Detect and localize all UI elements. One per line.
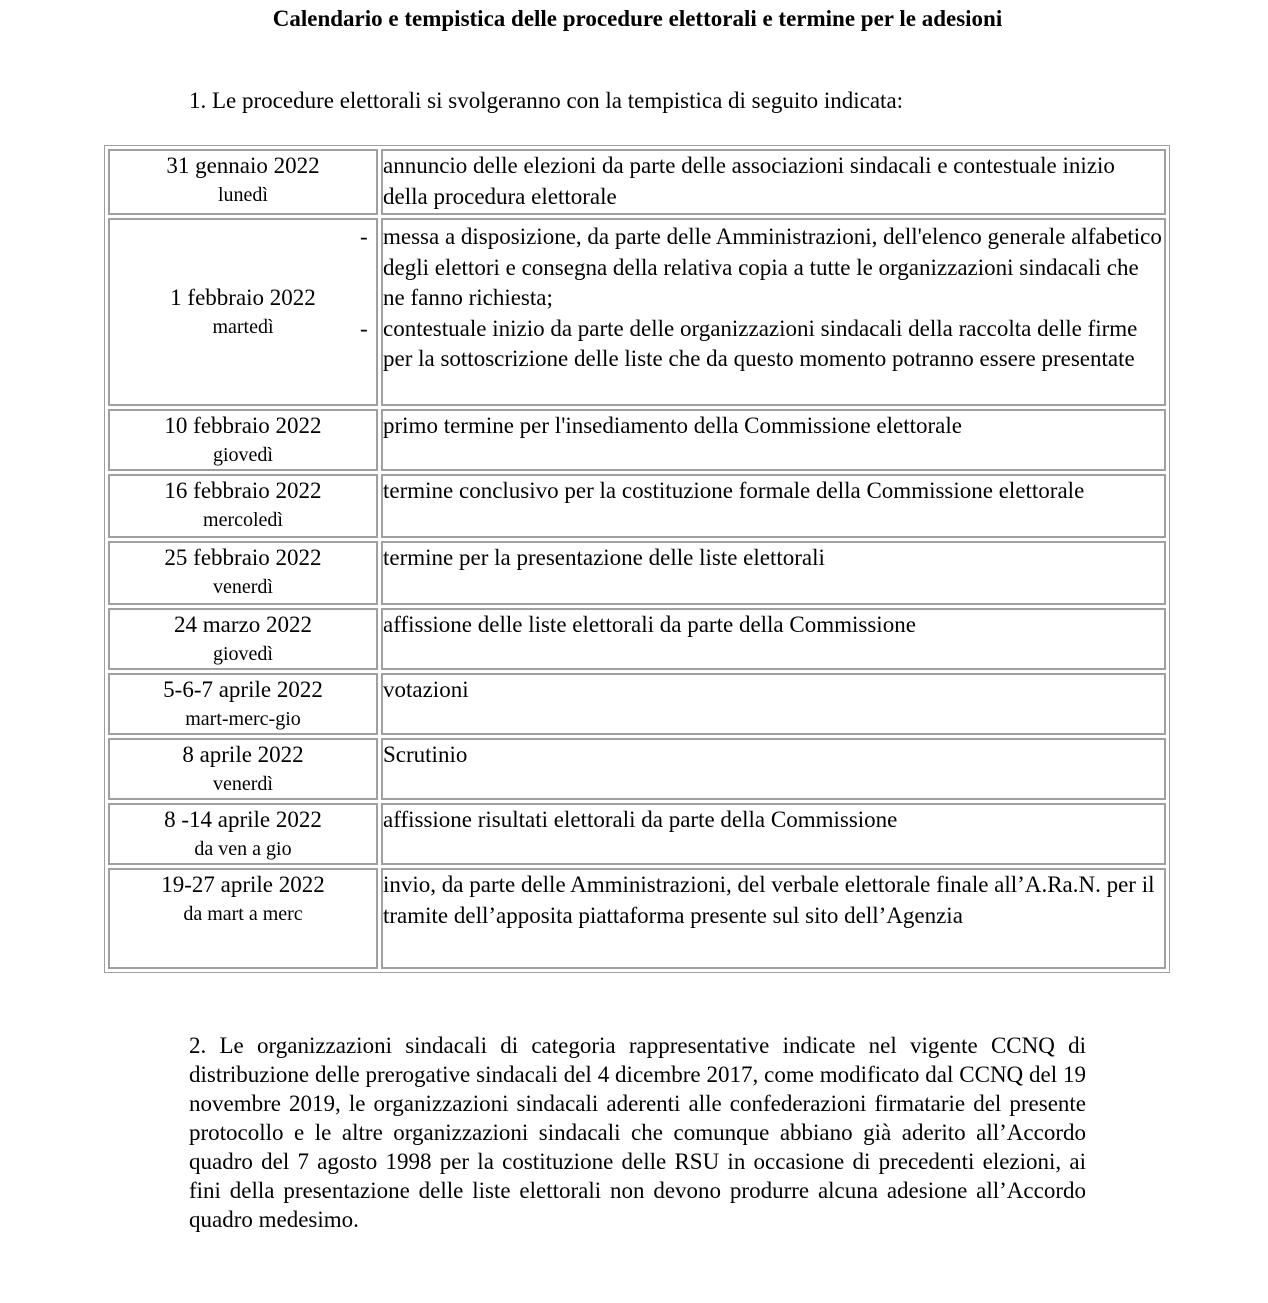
table-row <box>108 218 1166 406</box>
weekday-label: venerdì <box>213 773 273 795</box>
date-label: 19-27 aprile 2022 <box>161 872 325 897</box>
date-label: 31 gennaio 2022 <box>166 153 320 178</box>
weekday-label: mercoledì <box>203 509 283 531</box>
date-cell <box>108 608 378 670</box>
schedule-table <box>104 145 1170 973</box>
table-row <box>108 673 1166 735</box>
description-text: termine per la presentazione delle liste elettorali <box>383 545 825 570</box>
date-label: 25 febbraio 2022 <box>164 545 322 570</box>
description-text: invio, da parte delle Amministrazioni, del verbale elettorale finale all’A.Ra.N. per il tramite dell’apposita piattaforma presente sul sito dell’Agenzia <box>383 872 1155 928</box>
description-cell <box>381 409 1166 471</box>
date-cell <box>108 738 378 800</box>
date-label: 10 febbraio 2022 <box>164 413 322 438</box>
document-title: Calendario e tempistica delle procedure elettorali e termine per le adesioni <box>272 6 1003 31</box>
date-label: 16 febbraio 2022 <box>164 478 322 503</box>
description-cell <box>381 541 1166 605</box>
table-row <box>108 608 1166 670</box>
date-cell <box>108 218 378 406</box>
description-text: termine conclusivo per la costituzione formale della Commissione elettorale <box>383 478 1085 503</box>
date-cell <box>108 149 378 215</box>
weekday-label: lunedì <box>218 184 268 206</box>
date-cell <box>108 541 378 605</box>
list-item <box>360 222 1164 314</box>
table-row <box>108 868 1166 969</box>
description-text: primo termine per l'insediamento della Commissione elettorale <box>383 413 962 438</box>
date-label: 8 -14 aprile 2022 <box>164 807 322 832</box>
date-cell <box>108 673 378 735</box>
date-cell <box>108 803 378 865</box>
bullet-marker: - <box>360 315 368 341</box>
bullet-list <box>360 222 1164 375</box>
date-label: 5-6-7 aprile 2022 <box>163 677 323 702</box>
date-label: 24 marzo 2022 <box>174 612 312 637</box>
weekday-label: da mart a merc <box>183 903 303 925</box>
description-text: Scrutinio <box>383 742 468 767</box>
description-cell <box>381 608 1166 670</box>
date-cell <box>108 474 378 538</box>
bullet-text: contestuale inizio da parte delle organizzazioni sindacali della raccolta delle firme per la sottoscrizione delle liste che da questo momento potranno essere presentate <box>383 315 1138 371</box>
weekday-label: mart-merc-gio <box>185 708 301 730</box>
weekday-label: giovedì <box>213 444 273 466</box>
intro-paragraph: 1. Le procedure elettorali si svolgeranno con la tempistica di seguito indicata: <box>189 88 904 113</box>
description-text: affissione risultati elettorali da parte della Commissione <box>383 807 898 832</box>
date-label: 8 aprile 2022 <box>182 742 304 767</box>
description-text: votazioni <box>383 677 469 702</box>
description-cell <box>360 218 1166 406</box>
bullet-marker: - <box>360 224 368 249</box>
table-row <box>108 541 1166 605</box>
description-cell <box>381 803 1166 865</box>
weekday-label: da ven a gio <box>194 838 292 860</box>
table-row <box>108 474 1166 538</box>
description-cell <box>381 738 1166 800</box>
description-text: annuncio delle elezioni da parte delle associazioni sindacali e contestuale inizio della procedura elettorale <box>383 153 1115 209</box>
table-row <box>108 409 1166 471</box>
description-text: affissione delle liste elettorali da parte della Commissione <box>383 612 916 637</box>
bullet-text: messa a disposizione, da parte delle Amministrazioni, dell'elenco generale alfabetico degli elettori e consegna della relativa copia a tutte le organizzazioni sindacali che ne fanno richiesta; <box>383 224 1162 310</box>
date-label: 1 febbraio 2022 <box>170 285 316 310</box>
paragraph-2: 2. Le organizzazioni sindacali di categoria rappresentative indicate nel vigente CCNQ di distribuzione delle prerogative sindacali del 4 dicembre 2017, come modificato dal CCNQ del 19 novembre 2019, le organizzazioni sindacali aderenti alle confederazioni firmatarie del presente protocollo e le altre organizzazioni sindacali che comunque abbiano già aderito all’Accordo quadro del 7 agosto 1998 per la costituzione delle RSU in occasione di precedenti elezioni, ai fini della presentazione delle liste elettorali non devono produrre alcuna adesione all’Accordo quadro medesimo. <box>189 1033 1086 1232</box>
table-row <box>108 738 1166 800</box>
date-cell <box>108 868 378 969</box>
description-cell <box>381 673 1166 735</box>
list-item <box>360 314 1164 375</box>
description-cell <box>381 149 1166 215</box>
weekday-label: venerdì <box>213 576 273 598</box>
weekday-label: giovedì <box>213 643 273 665</box>
description-cell <box>381 474 1166 538</box>
description-cell <box>381 868 1166 969</box>
weekday-label: martedì <box>212 316 274 338</box>
table-row <box>108 149 1166 215</box>
date-cell <box>108 409 378 471</box>
table-row <box>108 803 1166 865</box>
